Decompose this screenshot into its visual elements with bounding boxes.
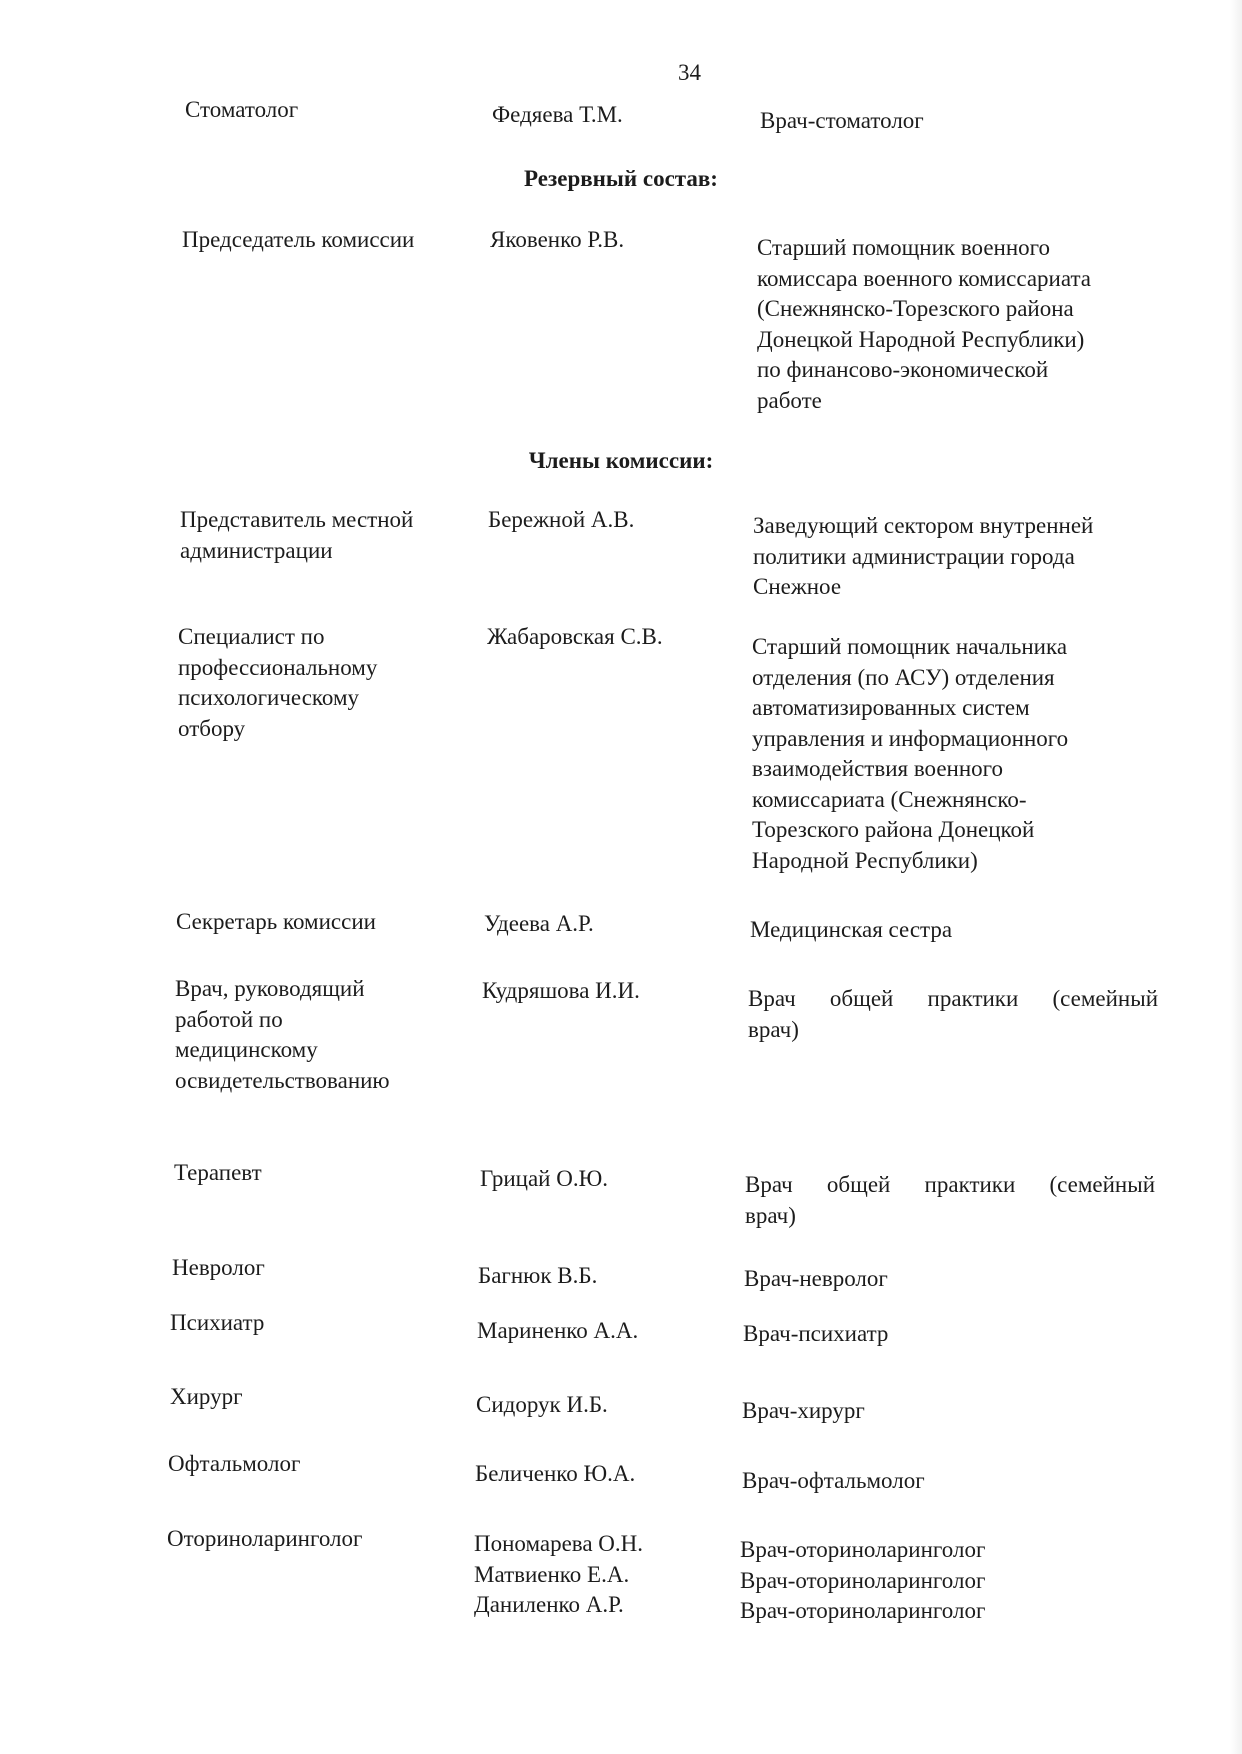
- role-line: Офтальмолог: [168, 1451, 301, 1476]
- name-cell: [488, 505, 634, 536]
- position-line: комиссара военного комиссариата: [757, 265, 1092, 291]
- position-cell: [753, 511, 1093, 603]
- role-cell: [170, 1382, 243, 1413]
- position-line: управления и информационного: [752, 725, 1069, 751]
- position-line: отделения (по АСУ) отделения: [752, 664, 1055, 690]
- position-line: Старший помощник военного: [757, 235, 1051, 260]
- name-line: Удеева А.Р.: [484, 911, 594, 936]
- name-cell: [480, 1164, 608, 1195]
- position-cell: [744, 1264, 888, 1295]
- role-cell: [182, 225, 414, 256]
- position-line: по финансово-экономической: [757, 357, 1049, 382]
- role-cell: [180, 505, 413, 566]
- name-line: Жабаровская С.В.: [487, 624, 663, 649]
- position-line: Заведующий сектором внутренней: [753, 513, 1094, 538]
- name-cell: [476, 1390, 608, 1421]
- position-cell: [752, 632, 1068, 876]
- name-line: Грицай О.Ю.: [480, 1166, 608, 1191]
- role-line: Психиатр: [170, 1310, 265, 1335]
- name-line: Сидорук И.Б.: [476, 1392, 608, 1417]
- role-line: Секретарь комиссии: [176, 909, 376, 934]
- position-line: работе: [757, 387, 822, 413]
- position-line: взаимодействия военного: [752, 756, 1004, 781]
- role-cell: [178, 622, 377, 744]
- role-line: медицинскому: [175, 1037, 318, 1062]
- role-line: Врач, руководящий: [175, 976, 365, 1001]
- name-line: Матвиенко Е.А.: [474, 1561, 630, 1587]
- position-cell: Врач-стоматолог: [760, 108, 924, 133]
- role-line: работой по: [175, 1006, 283, 1032]
- position-line: Врач-психиатр: [743, 1321, 889, 1346]
- position-line: Старший помощник начальника: [752, 634, 1068, 659]
- name-line: Даниленко А.Р.: [474, 1592, 624, 1617]
- name-cell: [474, 1529, 643, 1621]
- role-cell: [175, 974, 390, 1096]
- name-line: Яковенко Р.В.: [490, 227, 625, 252]
- name-cell: [478, 1261, 597, 1292]
- role-line: Невролог: [172, 1255, 265, 1280]
- name-cell: Федяева Т.М.: [492, 102, 623, 127]
- role-line: Председатель комиссии: [182, 227, 415, 252]
- position-line: политики администрации города: [753, 543, 1075, 569]
- position-line: Врач-оториноларинголог: [740, 1598, 986, 1623]
- position-line: Медицинская сестра: [750, 917, 953, 942]
- name-cell: [482, 976, 640, 1007]
- role-cell: [167, 1524, 362, 1555]
- role-line: администрации: [180, 537, 333, 563]
- role-cell: Стоматолог: [185, 97, 299, 122]
- name-line: Багнюк В.Б.: [478, 1263, 598, 1288]
- position-line: Снежное: [753, 574, 842, 599]
- position-line: врач): [748, 1016, 799, 1042]
- position-cell: [745, 1170, 1155, 1231]
- role-line: отбору: [178, 715, 246, 741]
- role-line: Специалист по: [178, 624, 325, 649]
- position-cell: [757, 233, 1091, 416]
- page-number: 34: [678, 60, 701, 85]
- role-line: Хирург: [170, 1384, 243, 1409]
- position-cell: [740, 1535, 985, 1627]
- position-cell: [742, 1396, 865, 1427]
- position-line: Врач-оториноларинголог: [740, 1537, 986, 1562]
- position-line: Врач-невролог: [744, 1266, 888, 1291]
- role-line: Терапевт: [174, 1160, 262, 1185]
- name-line: Кудряшова И.И.: [482, 978, 640, 1003]
- name-cell: [487, 622, 663, 653]
- position-line: Врач-хирург: [742, 1398, 865, 1423]
- role-cell: [176, 907, 376, 938]
- position-line: (Снежнянско-Торезского района: [757, 296, 1074, 321]
- role-cell: [168, 1449, 300, 1480]
- position-line: врач): [745, 1202, 796, 1228]
- position-cell: [748, 984, 1158, 1045]
- position-line: Врач-офтальмолог: [742, 1468, 925, 1493]
- role-line: освидетельствованию: [175, 1067, 390, 1093]
- position-cell: [750, 915, 952, 946]
- name-cell: [477, 1316, 638, 1347]
- name-line: Мариненко А.А.: [477, 1318, 639, 1343]
- role-line: Представитель местной: [180, 507, 414, 532]
- role-cell: [174, 1158, 262, 1189]
- name-cell: [475, 1459, 635, 1490]
- position-line: Врач общей практики (семейный: [748, 986, 1158, 1011]
- role-line: психологическому: [178, 685, 360, 710]
- page-edge-shadow: [1230, 0, 1242, 1754]
- name-line: Бережной А.В.: [488, 507, 635, 532]
- position-line: Народной Республики): [752, 847, 978, 873]
- position-line: комиссариата (Снежнянско-: [752, 786, 1027, 812]
- role-cell: [172, 1253, 265, 1284]
- name-cell: [484, 909, 594, 940]
- position-line: Донецкой Народной Республики): [757, 326, 1085, 352]
- position-line: автоматизированных систем: [752, 695, 1030, 720]
- section-heading-members: Члены комиссии:: [528, 448, 714, 473]
- name-cell: [490, 225, 624, 256]
- role-cell: [170, 1308, 264, 1339]
- role-line: Оториноларинголог: [167, 1526, 363, 1551]
- section-heading-reserve: Резервный состав:: [524, 166, 718, 191]
- role-line: профессиональному: [178, 654, 378, 680]
- position-line: Врач общей практики (семейный: [745, 1172, 1155, 1197]
- position-line: Торезского района Донецкой: [752, 817, 1035, 842]
- position-cell: [743, 1319, 888, 1350]
- position-cell: [742, 1466, 925, 1497]
- name-line: Пономарева О.Н.: [474, 1531, 644, 1556]
- name-line: Беличенко Ю.А.: [475, 1461, 636, 1486]
- position-line: Врач-оториноларинголог: [740, 1567, 986, 1593]
